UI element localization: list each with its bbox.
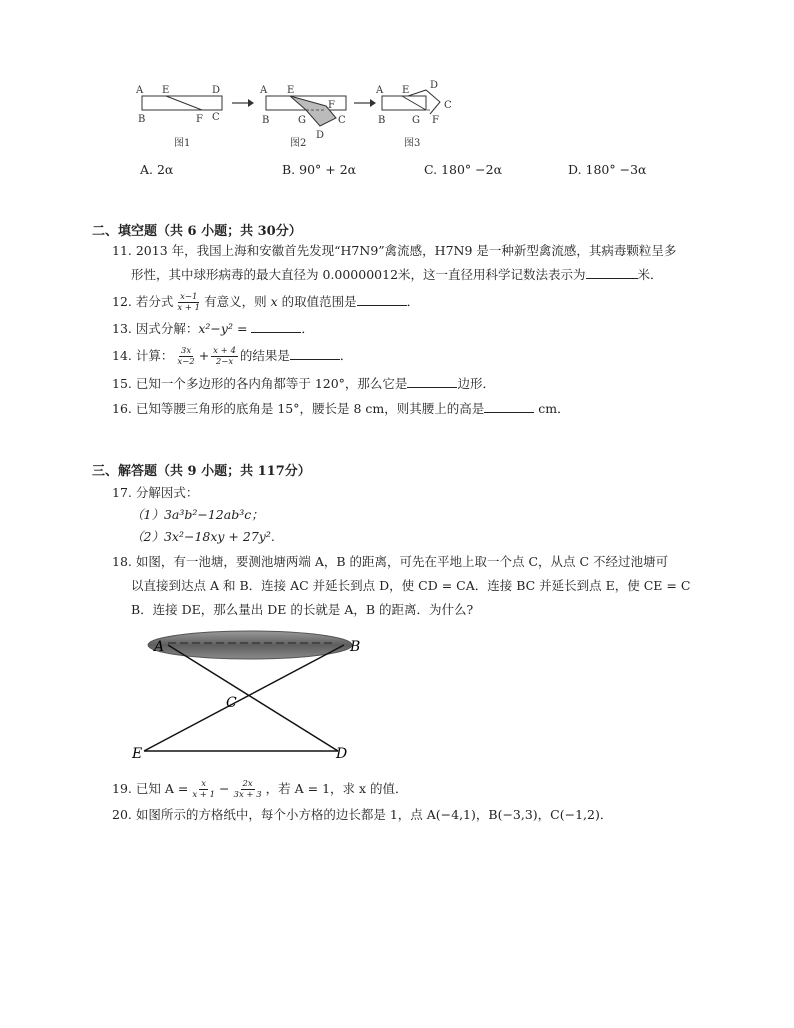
fig2-caption: 图2 bbox=[290, 138, 307, 149]
fig3-caption: 图3 bbox=[404, 138, 421, 149]
question-20: 20. 如图所示的方格纸中，每个小方格的边长都是 1，点 A(−4,1)，B(−3,3)，C(−1,2)． bbox=[112, 807, 613, 822]
question-11-tail: 米． bbox=[637, 267, 663, 282]
question-11-line-2 bbox=[131, 266, 663, 284]
fraction-numerator: x + 4 bbox=[213, 346, 236, 356]
question-19 bbox=[112, 779, 408, 800]
question-13-prefix: 13. 因式分解： bbox=[112, 321, 199, 336]
pond-label-e: E bbox=[132, 746, 143, 762]
fraction-numerator: x−1 bbox=[180, 292, 198, 302]
fig1-label-b: B bbox=[138, 114, 146, 125]
pond-label-c: C bbox=[226, 695, 237, 711]
question-17-part-2: （2）3x²−18xy + 27y². bbox=[131, 529, 275, 544]
fig3-label-d: D bbox=[430, 80, 439, 91]
answer-blank[interactable] bbox=[251, 320, 301, 333]
fig2-label-d: D bbox=[316, 130, 325, 141]
question-15-prefix: 15. 已知一个多边形的各内角都等于 120°，那么它是 bbox=[112, 376, 408, 391]
answer-blank[interactable] bbox=[484, 400, 534, 413]
question-16 bbox=[112, 400, 570, 418]
folding-figures bbox=[130, 78, 470, 158]
pond-diagram bbox=[130, 625, 380, 765]
option-c[interactable]: C. 180° −2α bbox=[424, 162, 503, 177]
fraction bbox=[190, 779, 217, 800]
pond-label-b: B bbox=[350, 639, 361, 655]
fig1-label-c: C bbox=[212, 112, 220, 123]
fraction bbox=[175, 346, 196, 367]
answer-blank[interactable] bbox=[290, 347, 340, 360]
question-11-line-1: 11. 2013 年，我国上海和安徽首先发现“H7N9”禽流感，H7N9 是一种新型禽流感，其病毒颗粒呈多 bbox=[112, 243, 677, 258]
fig3-label-a: A bbox=[376, 85, 384, 96]
figure-2 bbox=[259, 85, 346, 149]
fraction-numerator: 3x bbox=[180, 346, 192, 356]
question-16-prefix: 16. 已知等腰三角形的底角是 15°，腰长是 8 cm，则其腰上的高是 bbox=[112, 401, 485, 416]
answer-blank[interactable] bbox=[586, 266, 638, 279]
fig1-label-e: E bbox=[162, 85, 170, 96]
arrow-right-icon bbox=[232, 99, 254, 107]
question-14 bbox=[112, 346, 352, 367]
question-18-line-1: 18. 如图，有一池塘，要测池塘两端 A，B 的距离，可先在平地上取一个点 C，从点 C 不经过池塘可 bbox=[112, 554, 669, 569]
fraction-denominator: 3x + 3 bbox=[233, 790, 262, 800]
question-15-tail: 边形． bbox=[457, 376, 495, 391]
question-13-tail: ． bbox=[301, 321, 314, 336]
fig3-label-g: G bbox=[412, 115, 420, 126]
fraction-denominator: x−2 bbox=[177, 357, 195, 367]
minus-sign: − bbox=[219, 781, 230, 796]
fig1-label-d: D bbox=[212, 85, 221, 96]
arrow-right-icon bbox=[354, 99, 376, 107]
fraction-numerator: x bbox=[201, 779, 207, 789]
question-18-line-3: B．连接 DE，那么量出 DE 的长就是 A，B 的距离．为什么? bbox=[131, 602, 474, 617]
question-14-prefix: 14. 计算： bbox=[112, 348, 174, 363]
fraction-denominator: x + 1 bbox=[192, 790, 216, 800]
figure-1 bbox=[135, 85, 222, 149]
question-13-expression: x²−y² = bbox=[198, 321, 248, 336]
question-14-tail: ． bbox=[339, 348, 353, 363]
fig1-caption: 图1 bbox=[174, 138, 191, 149]
question-12-suffix: 的取值范围是 bbox=[281, 294, 357, 309]
pond-shape bbox=[148, 631, 352, 659]
fig2-label-f: F bbox=[328, 100, 335, 111]
fig3-label-c: C bbox=[444, 100, 452, 111]
answer-blank[interactable] bbox=[357, 293, 407, 306]
question-14-suffix: 的结果是 bbox=[239, 348, 290, 363]
fig3-label-b: B bbox=[378, 115, 386, 126]
fig2-label-e: E bbox=[287, 85, 295, 96]
fig3-label-f: F bbox=[432, 115, 439, 126]
question-11-text: 形性，其中球形病毒的最大直径为 0.00000012米，这一直径用科学记数法表示为 bbox=[131, 267, 586, 282]
fig1-label-a: A bbox=[136, 85, 144, 96]
option-b[interactable]: B. 90° + 2α bbox=[282, 162, 357, 177]
pond-label-d: D bbox=[336, 746, 348, 762]
question-15 bbox=[112, 375, 495, 393]
fraction-denominator: 2−x bbox=[215, 357, 234, 367]
question-19-prefix: 19. 已知 A = bbox=[112, 781, 189, 796]
fig2-label-c: C bbox=[338, 115, 346, 126]
fraction-denominator: x + 1 bbox=[177, 303, 201, 313]
fraction bbox=[232, 779, 264, 800]
plus-sign: + bbox=[198, 348, 210, 363]
variable-x: x bbox=[270, 294, 278, 309]
question-12 bbox=[112, 292, 419, 313]
question-17-part-1: （1）3a³b²−12ab³c； bbox=[131, 507, 264, 522]
question-16-tail: cm． bbox=[538, 401, 570, 416]
option-d[interactable]: D. 180° −3α bbox=[568, 162, 647, 177]
question-12-middle: 有意义，则 bbox=[204, 294, 267, 309]
fraction bbox=[211, 346, 238, 367]
fig3-label-e: E bbox=[402, 85, 410, 96]
section-2-heading: 二、填空题（共 6 小题；共 30分） bbox=[92, 224, 302, 239]
fraction-numerator: 2x bbox=[242, 779, 253, 789]
question-13 bbox=[112, 320, 314, 338]
pond-label-a: A bbox=[154, 639, 165, 655]
fraction bbox=[175, 292, 202, 313]
question-12-tail: ． bbox=[406, 294, 420, 309]
fig2-label-b: B bbox=[262, 115, 270, 126]
question-17-title: 17. 分解因式： bbox=[112, 485, 199, 500]
question-12-prefix: 12. 若分式 bbox=[112, 294, 174, 309]
fig2-label-g: G bbox=[298, 115, 306, 126]
question-19-suffix: ，若 A = 1，求 x 的值． bbox=[265, 781, 408, 796]
question-18-line-2: 以直接到达点 A 和 B．连接 AC 并延长到点 D，使 CD = CA．连接 BC 并延长到点 E，使 CE = C bbox=[131, 578, 691, 593]
option-a[interactable]: A. 2α bbox=[140, 162, 174, 177]
figure-3 bbox=[375, 80, 452, 149]
fig1-label-f: F bbox=[196, 114, 203, 125]
answer-blank[interactable] bbox=[407, 375, 457, 388]
section-3-heading: 三、解答题（共 9 小题；共 117分） bbox=[92, 464, 311, 479]
fig2-label-a: A bbox=[260, 85, 268, 96]
